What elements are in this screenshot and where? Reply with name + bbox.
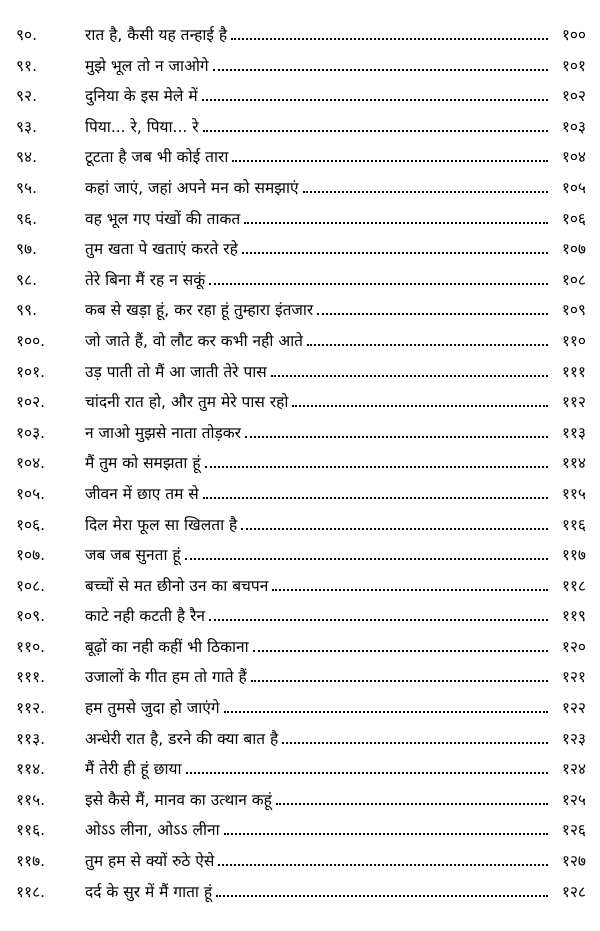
dot-leader (282, 742, 548, 744)
toc-entry-title: काटे नही कटती है रैन (85, 607, 206, 626)
toc-entry-number: ९८. (16, 270, 38, 289)
dot-leader (185, 558, 548, 560)
toc-entry-page-number: १०४ (561, 148, 586, 167)
toc-entry-page-number: १०८ (561, 270, 586, 289)
toc-entry-number: ११३. (16, 729, 46, 748)
toc-entry (0, 173, 600, 204)
toc-entry-page-number: ११३ (561, 423, 586, 442)
toc-entry-number: ११६. (16, 821, 46, 840)
toc-entry-page-number: १२३ (561, 729, 586, 748)
toc-entry-title: कहां जाएं, जहां अपने मन को समझाएं (85, 178, 299, 197)
toc-entry (0, 204, 600, 235)
toc-entry (0, 846, 600, 877)
dot-leader (303, 191, 548, 193)
toc-entry-number: १०८. (16, 576, 46, 595)
dot-leader (202, 99, 548, 101)
toc-entry-number: ११५. (16, 790, 46, 809)
toc-entry (0, 754, 600, 785)
toc-entry-title: हम तुमसे जुदा हो जाएंगे (85, 699, 220, 718)
toc-entry-title: दर्द के सुर में मैं गाता हूं (85, 882, 213, 901)
toc-entry-title: जो जाते हैं, वो लौट कर कभी नही आते (85, 331, 303, 350)
dot-leader (186, 772, 548, 774)
toc-entry-number: १०६. (16, 515, 46, 534)
dot-leader (224, 833, 548, 835)
toc-entry-page-number: १२१ (561, 668, 586, 687)
toc-entry-number: १०१. (16, 362, 46, 381)
toc-entry-page-number: १२८ (561, 882, 586, 901)
toc-entry (0, 265, 600, 296)
dot-leader (216, 895, 548, 897)
dot-leader (209, 283, 548, 285)
toc-entry-number: ११७. (16, 852, 46, 871)
toc-entry-title: दुनिया के इस मेले में (85, 87, 198, 106)
toc-entry-page-number: ११८ (561, 576, 586, 595)
toc-entry-title: तुम खता पे खताएं करते रहे (85, 240, 238, 259)
toc-entry-number: ११८. (16, 882, 46, 901)
toc-entry (0, 142, 600, 173)
toc-entry-title: उजालों के गीत हम तो गाते हैं (85, 668, 247, 687)
dot-leader (209, 619, 548, 621)
toc-entry-title: तुम हम से क्यों रुठे ऐसे (85, 852, 215, 871)
toc-entry (0, 571, 600, 602)
dot-leader (203, 497, 548, 499)
toc-entry (0, 510, 600, 541)
toc-entry (0, 479, 600, 510)
toc-entry (0, 326, 600, 357)
toc-entry-title: जीवन में छाए तम से (85, 484, 199, 503)
toc-entry-number: ९३. (16, 117, 38, 136)
toc-entry-number: १११. (16, 668, 46, 687)
toc-entry-number: ११०. (16, 637, 46, 656)
dot-leader (253, 650, 548, 652)
toc-entry-number: १०९. (16, 607, 46, 626)
toc-entry-page-number: १०३ (561, 117, 586, 136)
toc-entry-title: मैं तेरी ही हूं छाया (85, 760, 182, 779)
toc-entry-title: कब से खड़ा हूं, कर रहा हूं तुम्हारा इंतजार (85, 301, 314, 320)
toc-entry-title: ओऽऽ लीना, ओऽऽ लीना (85, 821, 220, 840)
dot-leader (232, 160, 548, 162)
toc-entry-title: टूटता है जब भी कोई तारा (85, 148, 229, 167)
toc-entry-number: १०४. (16, 454, 46, 473)
toc-entry-title: रात है, कैसी यह तन्हाई है (85, 26, 228, 44)
table-of-contents (0, 20, 600, 907)
dot-leader (272, 589, 548, 591)
toc-entry-page-number: १०७ (561, 240, 586, 259)
toc-entry-page-number: १२६ (561, 821, 586, 840)
toc-entry-number: ९०. (16, 26, 38, 44)
toc-entry-title: दिल मेरा फूल सा खिलता है (85, 515, 238, 534)
toc-entry-number: १०७. (16, 546, 46, 565)
toc-entry-number: ९१. (16, 56, 38, 75)
toc-entry (0, 81, 600, 112)
toc-entry-number: ११२. (16, 699, 46, 718)
toc-entry-title: चांदनी रात हो, और तुम मेरे पास रहो (85, 393, 289, 412)
toc-entry-page-number: ११७ (561, 546, 586, 565)
toc-entry (0, 51, 600, 82)
toc-entry-page-number: १११ (561, 362, 586, 381)
toc-entry-page-number: १०९ (561, 301, 586, 320)
toc-entry-title: वह भूल गए पंखों की ताकत (85, 209, 241, 228)
dot-leader (242, 252, 548, 254)
dot-leader (292, 405, 548, 407)
toc-entry-page-number: १०० (561, 26, 586, 44)
dot-leader (244, 222, 548, 224)
toc-entry-page-number: १०२ (561, 87, 586, 106)
toc-entry-title: न जाओ मुझसे नाता तोड़कर (85, 423, 242, 442)
toc-entry-page-number: १२० (561, 637, 586, 656)
toc-entry-title: मुझे भूल तो न जाओगे (85, 56, 209, 75)
toc-entry-page-number: ११० (561, 331, 586, 350)
toc-entry (0, 418, 600, 449)
toc-entry (0, 601, 600, 632)
toc-entry (0, 877, 600, 908)
toc-entry (0, 357, 600, 388)
toc-entry-number: ९२. (16, 87, 38, 106)
toc-entry-page-number: १२५ (561, 790, 586, 809)
toc-entry-page-number: १२२ (561, 699, 586, 718)
toc-entry-page-number: १०६ (561, 209, 586, 228)
toc-entry (0, 815, 600, 846)
toc-entry (0, 387, 600, 418)
toc-entry-page-number: १०५ (561, 178, 586, 197)
toc-entry-title: पिया... रे, पिया... रे (85, 117, 199, 136)
toc-entry-number: ९७. (16, 240, 38, 259)
toc-entry-title: मैं तुम को समझता हूं (85, 454, 201, 473)
dot-leader (203, 130, 548, 132)
dot-leader (218, 864, 548, 866)
dot-leader (241, 528, 548, 530)
toc-entry-page-number: ११५ (561, 484, 586, 503)
toc-entry-title: उड़ पाती तो मैं आ जाती तेरे पास (85, 362, 267, 381)
toc-entry-title: बच्चों से मत छीनो उन का बचपन (85, 576, 269, 595)
dot-leader (276, 803, 548, 805)
toc-entry-page-number: १२४ (561, 760, 586, 779)
toc-entry-number: ११४. (16, 760, 46, 779)
toc-entry (0, 693, 600, 724)
dot-leader (245, 436, 548, 438)
toc-entry-title: बूढ़ों का नही कहीं भी ठिकाना (85, 637, 249, 656)
toc-entry (0, 662, 600, 693)
toc-entry-page-number: ११४ (561, 454, 586, 473)
toc-entry (0, 540, 600, 571)
toc-entry-number: ९९. (16, 301, 38, 320)
dot-leader (231, 38, 548, 40)
dot-leader (224, 711, 548, 713)
toc-entry (0, 632, 600, 663)
dot-leader (317, 313, 548, 315)
toc-entry (0, 295, 600, 326)
toc-entry-number: १०५. (16, 484, 46, 503)
toc-entry (0, 448, 600, 479)
dot-leader (213, 69, 548, 71)
toc-entry (0, 20, 600, 51)
toc-entry-number: १०३. (16, 423, 46, 442)
toc-entry-title: अन्धेरी रात है, डरने की क्या बात है (85, 729, 279, 748)
toc-entry-title: जब जब सुनता हूं (85, 546, 181, 565)
toc-entry (0, 724, 600, 755)
toc-entry-number: ९४. (16, 148, 38, 167)
toc-entry-number: १००. (16, 331, 46, 350)
toc-entry-page-number: ११२ (561, 393, 586, 412)
toc-entry-page-number: ११६ (561, 515, 586, 534)
toc-entry-title: तेरे बिना मैं रह न सकूं (85, 270, 206, 289)
toc-entry-page-number: १२७ (561, 852, 586, 871)
toc-entry-title: इसे कैसे मैं, मानव का उत्थान कहूं (85, 790, 272, 809)
toc-entry-page-number: ११९ (561, 607, 586, 626)
toc-entry-number: १०२. (16, 393, 46, 412)
toc-entry-number: ९६. (16, 209, 38, 228)
dot-leader (205, 466, 548, 468)
toc-entry (0, 785, 600, 816)
toc-entry (0, 234, 600, 265)
toc-entry-page-number: १०१ (561, 56, 586, 75)
dot-leader (251, 680, 548, 682)
dot-leader (307, 344, 548, 346)
toc-entry (0, 112, 600, 143)
dot-leader (271, 375, 548, 377)
toc-entry-number: ९५. (16, 178, 38, 197)
